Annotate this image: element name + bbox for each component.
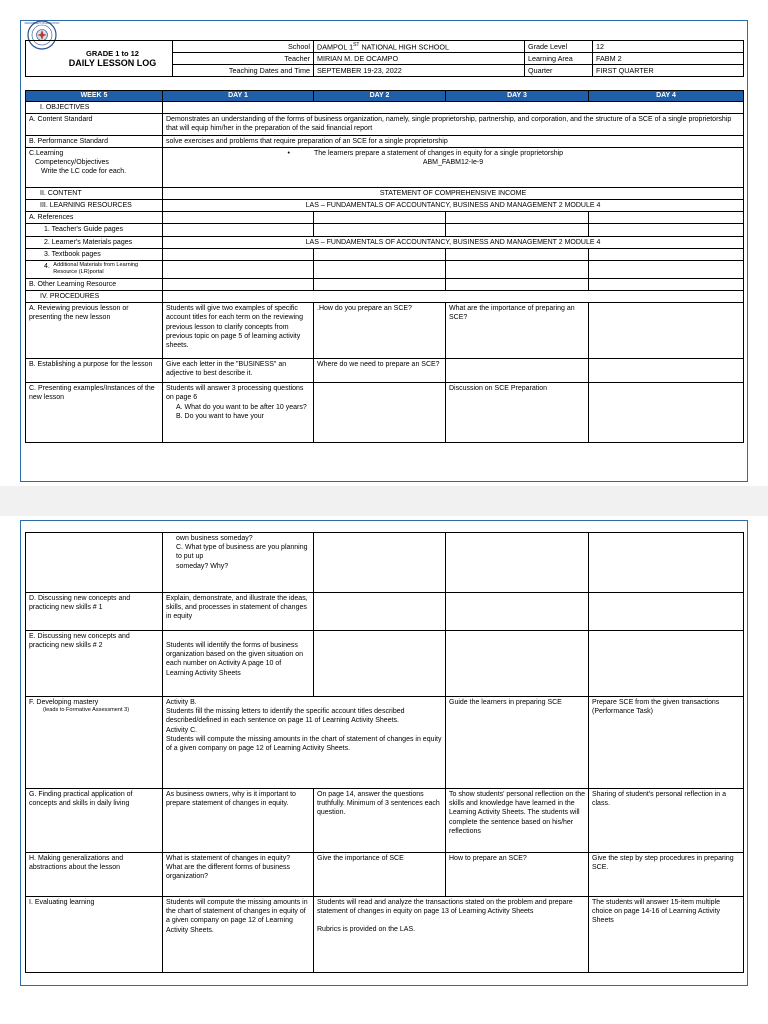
procedure-g-day2: On page 14, answer the questions truthfully. Minimum of 3 sentences each question. — [314, 789, 446, 853]
procedure-d-day1: Explain, demonstrate, and illustrate the ideas, skills, and processes in statement of changes in equity — [163, 593, 314, 631]
learning-area-value: FABM 2 — [593, 53, 744, 65]
learners-materials-label: 2. Learner's Materials pages — [26, 236, 163, 248]
resources: LAS – FUNDAMENTALS OF ACCOUNTANCY, BUSINESS AND MANAGEMENT 2 MODULE 4 — [163, 200, 744, 212]
procedure-c-day1-cont: own business someday? C. What type of business are you planning to put up someday? Why? — [163, 533, 314, 593]
day1-header: DAY 1 — [163, 91, 314, 102]
teacher-value: MIRIAN M. DE OCAMPO — [314, 53, 525, 65]
procedure-h-day2: Give the importance of SCE — [314, 853, 446, 897]
performance-standard-label: B. Performance Standard — [26, 135, 163, 147]
procedure-a-label: A. Reviewing previous lesson or presenting the new lesson — [26, 303, 163, 359]
title-cell — [26, 41, 173, 77]
procedure-e-day1: Students will identify the forms of business organization based on the given situation on each number on Activity A page 10 of Learning Activity Sheets — [163, 631, 314, 697]
day2-header: DAY 2 — [314, 91, 446, 102]
day4-header: DAY 4 — [589, 91, 744, 102]
lesson-table-2 — [25, 532, 744, 973]
learning-area-label: Learning Area — [525, 53, 593, 65]
procedure-c-day1: Students will answer 3 processing questions on page 6 A. What do you want to be after 10 years? B. Do you want to have your — [163, 383, 314, 443]
learners-materials: LAS – FUNDAMENTALS OF ACCOUNTANCY, BUSINESS AND MANAGEMENT 2 MODULE 4 — [163, 236, 744, 248]
procedure-d-label: D. Discussing new concepts and practicing new skills # 1 — [26, 593, 163, 631]
procedure-h-day4: Give the step by step procedures in preparing SCE. — [589, 853, 744, 897]
objectives-blank — [163, 102, 744, 114]
procedure-g-day1: As business owners, why is it important to prepare statement of changes in equity. — [163, 789, 314, 853]
references-label: A. References — [26, 212, 163, 224]
procedure-h-label: H. Making generalizations and abstractions about the lesson — [26, 853, 163, 897]
header-table — [25, 40, 744, 77]
procedure-h-day3: How to prepare an SCE? — [446, 853, 589, 897]
svg-text:DEPARTMENT OF EDUCATION: DEPARTMENT OF EDUCATION — [24, 22, 60, 26]
quarter-value: FIRST QUARTER — [593, 65, 744, 77]
dates-value: SEPTEMBER 19-23, 2022 — [314, 65, 525, 77]
performance-standard: solve exercises and problems that require preparation of an SCE for a single proprietorship — [163, 135, 744, 147]
resources-label: III. LEARNING RESOURCES — [26, 200, 163, 212]
document-title: DAILY LESSON LOG — [68, 57, 157, 68]
procedure-c-day3: Discussion on SCE Preparation — [446, 383, 589, 443]
procedure-f-day4: Prepare SCE from the given transactions (Performance Task) — [589, 697, 744, 789]
textbook-label: 3. Textbook pages — [26, 248, 163, 260]
procedure-g-day4: Sharing of student's personal reflection in a class. — [589, 789, 744, 853]
procedure-g-label: G. Finding practical application of concepts and skills in daily living — [26, 789, 163, 853]
procedure-a-day1: Students will give two examples of specific account titles for each term on the reviewing previous lesson to clarify concepts from previous topic on page 5 of learning activity sheets. — [163, 303, 314, 359]
grade-level-value: 12 — [593, 41, 744, 53]
competency-label: C.Learning Competency/Objectives Write the LC code for each. — [26, 147, 163, 187]
week-header: WEEK 5 — [26, 91, 163, 102]
school-label: School — [173, 41, 314, 53]
lesson-table-1 — [25, 90, 744, 443]
content-standard-label: A. Content Standard — [26, 114, 163, 135]
objectives-label: I. OBJECTIVES — [26, 102, 163, 114]
procedure-e-label: E. Discussing new concepts and practicing new skills # 2 — [26, 631, 163, 697]
procedure-b-day1: Give each letter in the "BUSINESS" an adjective to best describe it. — [163, 359, 314, 383]
procedure-i-label: I. Evaluating learning — [26, 897, 163, 973]
day3-header: DAY 3 — [446, 91, 589, 102]
additional-materials-label: 4. Additional Materials from Learning Resource (LR)portal — [26, 261, 163, 279]
competency: • The learners prepare a statement of changes in equity for a single proprietorship ABM_FABM12-Ie-9 — [163, 147, 744, 187]
competency-code: ABM_FABM12-Ie-9 — [422, 159, 484, 167]
procedure-c-label: C. Presenting examples/Instances of the new lesson — [26, 383, 163, 443]
content-standard: Demonstrates an understanding of the forms of business organization, namely, single proprietorship, partnership, and corporation, and the structure of a SCE of a single proprietorship that will equip him/her in the preparation of the said financial report — [163, 114, 744, 135]
procedure-f-day1-2: Activity B. Students fill the missing letters to identify the specific account titles described described/defined in each sentence on page 11 of Learning Activity Sheets. Activity C. Students will compute the missing amounts in the chart of statement of changes in equity of a given company on page 12 of Learning Activity Sheets. — [163, 697, 446, 789]
procedure-a-day3: What are the importance of preparing an SCE? — [446, 303, 589, 359]
procedures-label: IV. PROCEDURES — [26, 291, 163, 303]
procedure-b-day2: Where do we need to prepare an SCE? — [314, 359, 446, 383]
procedure-g-day3: To show students' personal reflection on the skills and knowledge have learned in the Learning Activity Sheets. The students will complete the sentence based on his/her reflections — [446, 789, 589, 853]
grade-range: GRADE 1 to 12 — [86, 49, 139, 59]
procedure-i-day4: The students will answer 15-item multiple choice on page 14-16 of Learning Activity Sheets — [589, 897, 744, 973]
other-resources-label: B. Other Learning Resource — [26, 278, 163, 290]
teacher-label: Teacher — [173, 53, 314, 65]
procedure-i-day2-3: Students will read and analyze the transactions stated on the problem and prepare statement of changes in equity on page 13 of Learning Activity Sheets Rubrics is provided on the LAS. — [314, 897, 589, 973]
content: STATEMENT OF COMPREHENSIVE INCOME — [163, 187, 744, 199]
procedure-h-day1: What is statement of changes in equity? What are the different forms of business organization? — [163, 853, 314, 897]
procedure-i-day1: Students will compute the missing amounts in the chart of statement of changes in equity of a given company on page 12 of Learning Activity Sheets. — [163, 897, 314, 973]
content-label: II. CONTENT — [26, 187, 163, 199]
teachers-guide-label: 1. Teacher's Guide pages — [26, 224, 163, 236]
procedure-a-day2: .How do you prepare an SCE? — [314, 303, 446, 359]
page-gap — [0, 486, 768, 516]
school-value: DAMPOL 1ST NATIONAL HIGH SCHOOL — [314, 41, 525, 53]
procedure-f-label: F. Developing mastery (leads to Formative Assessment 3) — [26, 697, 163, 789]
dates-label: Teaching Dates and Time — [173, 65, 314, 77]
procedure-f-day3: Guide the learners in preparing SCE — [446, 697, 589, 789]
quarter-label: Quarter — [525, 65, 593, 77]
grade-level-label: Grade Level — [525, 41, 593, 53]
procedure-b-label: B. Establishing a purpose for the lesson — [26, 359, 163, 383]
